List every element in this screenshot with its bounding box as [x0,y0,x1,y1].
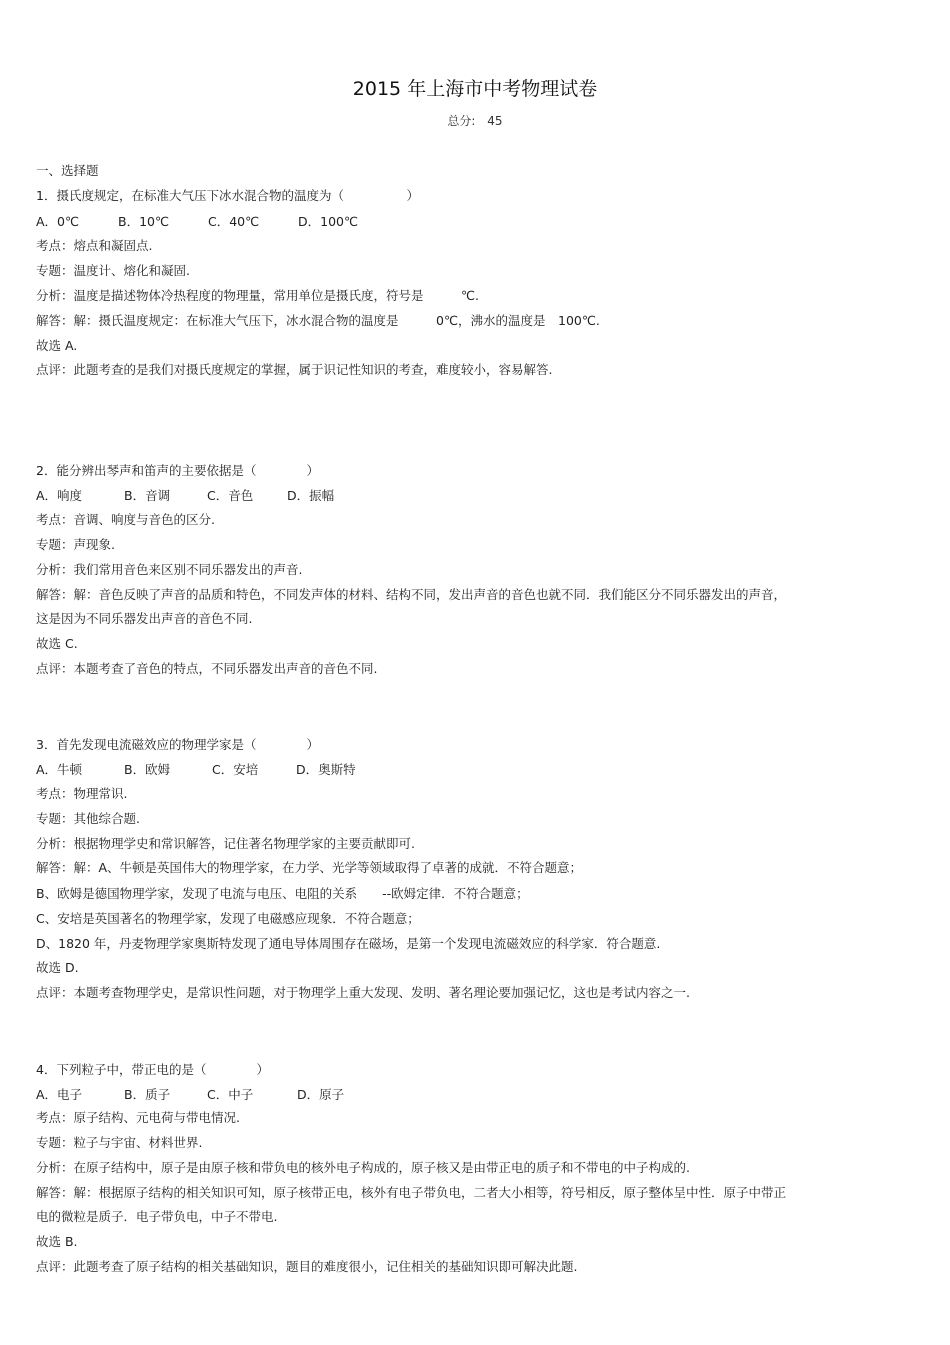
question-4-jieda-cont: 电的微粒是质子．电子带负电，中子不带电. [36,1209,278,1224]
question-4-answer: 故选 B. [36,1234,78,1249]
question-3-dianping: 点评：本题考查物理学史，是常识性问题，对于物理学上重大发现、发明、著名理论要加强记忆，这也是考试内容之一. [36,985,690,1000]
option-d: D．奥斯特 [296,762,356,777]
question-3-jieda-b: B、欧姆是德国物理学家，发现了电流与电压、电阻的关系 --欧姆定律．不符合题意； [36,886,529,901]
question-2-kaodian: 考点：音调、响度与音色的区分. [36,512,215,527]
question-1-answer: 故选 A. [36,338,78,353]
total-score [0,112,950,129]
option-a: A．响度 [36,488,83,503]
question-3-zhuanti: 专题：其他综合题. [36,811,140,826]
question-2-options [36,488,334,504]
option-d: D．振幅 [287,488,335,503]
question-2-zhuanti: 专题：声现象. [36,537,115,552]
option-c: C．40℃ [208,214,260,229]
question-4-kaodian: 考点：原子结构、元电荷与带电情况. [36,1110,240,1125]
question-1-options [36,214,358,230]
question-2-stem: 2．能分辨出琴声和笛声的主要依据是（ ） [36,463,319,478]
question-2-jieda-cont: 这是因为不同乐器发出声音的音色不同. [36,611,253,626]
question-4-jieda: 解答：解：根据原子结构的相关知识可知，原子核带正电，核外有电子带负电，二者大小相等，符号相反，原子整体呈中性．原子中带正 [36,1185,787,1200]
question-3-options [36,762,356,778]
question-1-kaodian: 考点：熔点和凝固点. [36,238,153,253]
question-3-stem: 3．首先发现电流磁效应的物理学家是（ ） [36,737,319,752]
question-4-stem: 4．下列粒子中，带正电的是（ ） [36,1062,269,1077]
question-1-dianping: 点评：此题考查的是我们对摄氏度规定的掌握，属于识记性知识的考查，难度较小，容易解答. [36,362,553,377]
question-3-fenxi: 分析：根据物理学史和常识解答，记住著名物理学家的主要贡献即可. [36,836,415,851]
option-a: A．0℃ [36,214,80,229]
question-3-answer: 故选 D. [36,960,79,975]
option-b: B．质子 [124,1087,171,1102]
question-3-kaodian: 考点：物理常识. [36,786,128,801]
option-d: D．原子 [297,1087,345,1102]
question-2-answer: 故选 C. [36,636,78,651]
page-title: 2015 年上海市中考物理试卷 [352,78,598,100]
question-3-jieda: 解答：解：A、牛顿是英国伟大的物理学家，在力学、光学等领域取得了卓著的成就．不符合题意； [36,860,583,875]
question-1-jieda: 解答：解：摄氏温度规定：在标准大气压下，冰水混合物的温度是 0℃，沸水的温度是 100℃. [36,313,600,328]
question-4-dianping: 点评：此题考查了原子结构的相关基础知识，题目的难度很小，记住相关的基础知识即可解决此题. [36,1259,578,1274]
question-4-fenxi: 分析：在原子结构中，原子是由原子核和带负电的核外电子构成的，原子核又是由带正电的质子和不带电的中子构成的. [36,1160,690,1175]
option-b: B．欧姆 [124,762,171,777]
question-1-stem: 1．摄氏度规定，在标准大气压下冰水混合物的温度为（ ） [36,188,419,203]
section-heading: 一、选择题 [36,163,99,178]
option-d: D．100℃ [298,214,359,229]
question-2-fenxi: 分析：我们常用音色来区别不同乐器发出的声音. [36,562,303,577]
option-b: B．10℃ [118,214,170,229]
question-3-jieda-d: D、1820 年，丹麦物理学家奥斯特发现了通电导体周围存在磁场，是第一个发现电流磁效应的科学家．符合题意. [36,936,661,951]
option-b: B．音调 [124,488,171,503]
question-4-zhuanti: 专题：粒子与宇宙、材料世界. [36,1135,203,1150]
option-c: C．中子 [207,1087,254,1102]
question-4-options [36,1087,344,1103]
option-a: A．牛顿 [36,762,83,777]
question-2-dianping: 点评：本题考查了音色的特点，不同乐器发出声音的音色不同. [36,661,378,676]
option-c: C．音色 [207,488,254,503]
question-2-jieda: 解答：解：音色反映了声音的品质和特色，不同发声体的材料、结构不同，发出声音的音色也就不同．我们能区分不同乐器发出的声音， [36,587,787,602]
question-1-zhuanti: 专题：温度计、熔化和凝固. [36,263,190,278]
question-1-fenxi: 分析：温度是描述物体冷热程度的物理量，常用单位是摄氏度，符号是 ℃. [36,288,480,303]
option-a: A．电子 [36,1087,83,1102]
question-3-jieda-c: C、安培是英国著名的物理学家，发现了电磁感应现象．不符合题意； [36,911,420,926]
score-value: 45 [487,114,503,128]
score-label: 总分: [447,114,476,128]
option-c: C．安培 [212,762,259,777]
